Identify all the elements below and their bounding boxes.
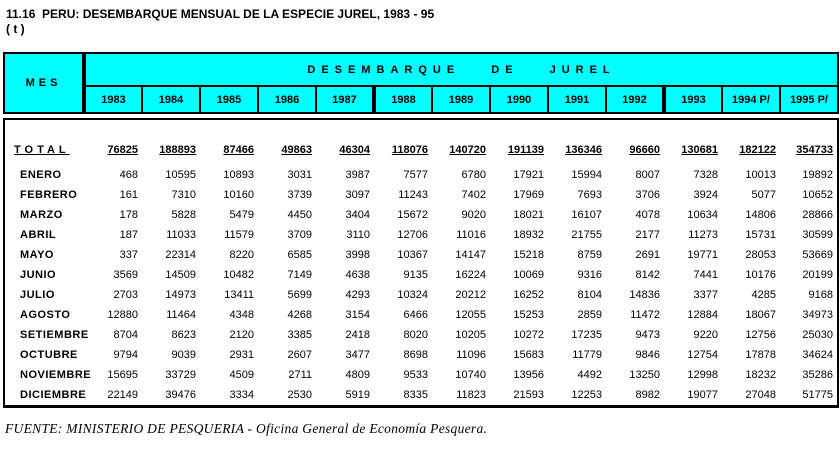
month-value: 34624 bbox=[802, 349, 833, 361]
month-value: 17878 bbox=[745, 349, 776, 361]
month-value: 3987 bbox=[345, 169, 370, 181]
month-value: 5479 bbox=[229, 209, 254, 221]
total-value: 188893 bbox=[159, 144, 196, 156]
month-value: 10069 bbox=[513, 269, 544, 281]
month-row-octubre bbox=[4, 345, 838, 365]
month-row-setiembre bbox=[4, 325, 838, 345]
month-value: 16224 bbox=[455, 269, 486, 281]
month-value: 4450 bbox=[287, 209, 312, 221]
month-value: 53669 bbox=[802, 249, 833, 261]
year-header-1983: 1983 bbox=[84, 86, 142, 113]
month-value: 2703 bbox=[113, 289, 138, 301]
total-label: TOTAL bbox=[14, 144, 70, 156]
month-label: NOVIEMBRE bbox=[20, 369, 92, 381]
month-value: 9220 bbox=[693, 329, 718, 341]
month-value: 9846 bbox=[635, 349, 660, 361]
month-row-junio bbox=[4, 265, 838, 285]
month-value: 468 bbox=[119, 169, 138, 181]
month-value: 2931 bbox=[229, 349, 254, 361]
month-value: 12706 bbox=[397, 229, 428, 241]
year-header-1994-P/: 1994 P/ bbox=[722, 86, 780, 113]
month-label: OCTUBRE bbox=[20, 349, 78, 361]
month-value: 4293 bbox=[345, 289, 370, 301]
total-value: 49863 bbox=[281, 144, 312, 156]
total-value: 354733 bbox=[796, 144, 833, 156]
month-value: 2418 bbox=[345, 329, 370, 341]
month-value: 2691 bbox=[635, 249, 660, 261]
year-header-1985: 1985 bbox=[200, 86, 258, 113]
month-value: 15218 bbox=[513, 249, 544, 261]
month-value: 17969 bbox=[513, 189, 544, 201]
month-value: 8335 bbox=[403, 389, 428, 401]
month-value: 14147 bbox=[455, 249, 486, 261]
month-value: 3334 bbox=[229, 389, 254, 401]
month-value: 7402 bbox=[461, 189, 486, 201]
month-value: 3097 bbox=[345, 189, 370, 201]
total-value: 182122 bbox=[739, 144, 776, 156]
month-row-diciembre bbox=[4, 385, 838, 407]
month-value: 2530 bbox=[287, 389, 312, 401]
year-header-1993: 1993 bbox=[664, 86, 722, 113]
month-value: 161 bbox=[119, 189, 138, 201]
month-value: 10740 bbox=[455, 369, 486, 381]
month-label: ENERO bbox=[20, 169, 62, 181]
total-value: 76825 bbox=[107, 144, 138, 156]
month-value: 10893 bbox=[223, 169, 254, 181]
month-value: 9316 bbox=[577, 269, 602, 281]
group-header: DESEMBARQUE DE JUREL bbox=[84, 53, 838, 86]
month-value: 8982 bbox=[635, 389, 660, 401]
month-value: 11016 bbox=[456, 229, 486, 241]
month-value: 13250 bbox=[629, 369, 660, 381]
month-value: 16252 bbox=[513, 289, 544, 301]
month-value: 21755 bbox=[571, 229, 602, 241]
month-value: 2711 bbox=[288, 369, 312, 381]
table-body bbox=[3, 118, 839, 408]
month-value: 7693 bbox=[577, 189, 602, 201]
year-header-1992: 1992 bbox=[606, 86, 664, 113]
month-value: 19077 bbox=[687, 389, 718, 401]
month-value: 11243 bbox=[398, 189, 428, 201]
month-value: 3998 bbox=[345, 249, 370, 261]
month-value: 14509 bbox=[165, 269, 196, 281]
month-value: 3154 bbox=[345, 309, 370, 321]
unit-label: ( t ) bbox=[6, 22, 25, 36]
month-value: 34973 bbox=[802, 309, 833, 321]
month-value: 2607 bbox=[287, 349, 312, 361]
month-value: 18232 bbox=[745, 369, 776, 381]
month-value: 12253 bbox=[571, 389, 602, 401]
month-label: AGOSTO bbox=[20, 309, 71, 321]
year-header-1995-P/: 1995 P/ bbox=[780, 86, 838, 113]
month-value: 7310 bbox=[171, 189, 196, 201]
month-value: 9168 bbox=[808, 289, 833, 301]
month-value: 11033 bbox=[166, 229, 196, 241]
month-value: 6466 bbox=[403, 309, 428, 321]
month-value: 10367 bbox=[397, 249, 428, 261]
month-value: 4348 bbox=[229, 309, 254, 321]
month-value: 12884 bbox=[687, 309, 718, 321]
month-value: 5699 bbox=[287, 289, 312, 301]
month-value: 17235 bbox=[571, 329, 602, 341]
total-value: 191139 bbox=[507, 144, 544, 156]
month-value: 15672 bbox=[397, 209, 428, 221]
month-value: 2120 bbox=[229, 329, 254, 341]
month-row-mayo bbox=[4, 245, 838, 265]
month-value: 39476 bbox=[165, 389, 196, 401]
month-value: 20199 bbox=[802, 269, 833, 281]
month-row-abril bbox=[4, 225, 838, 245]
month-value: 2177 bbox=[635, 229, 660, 241]
month-value: 18021 bbox=[513, 209, 544, 221]
month-value: 3110 bbox=[346, 229, 370, 241]
total-value: 130681 bbox=[681, 144, 718, 156]
month-value: 178 bbox=[119, 209, 138, 221]
total-value: 87466 bbox=[223, 144, 254, 156]
month-value: 15253 bbox=[513, 309, 544, 321]
total-value: 46304 bbox=[339, 144, 370, 156]
year-header-row bbox=[4, 86, 838, 113]
year-header-1984: 1984 bbox=[142, 86, 200, 113]
month-value: 12754 bbox=[687, 349, 718, 361]
month-value: 21593 bbox=[513, 389, 544, 401]
month-value: 3031 bbox=[287, 169, 312, 181]
month-value: 7149 bbox=[287, 269, 312, 281]
month-value: 3739 bbox=[287, 189, 312, 201]
month-value: 7328 bbox=[693, 169, 718, 181]
month-value: 15994 bbox=[571, 169, 602, 181]
month-value: 4509 bbox=[229, 369, 254, 381]
month-value: 9039 bbox=[171, 349, 196, 361]
month-label: JULIO bbox=[20, 289, 55, 301]
month-value: 15695 bbox=[107, 369, 138, 381]
total-value: 118076 bbox=[391, 144, 428, 156]
month-value: 187 bbox=[119, 229, 138, 241]
month-value: 5828 bbox=[171, 209, 196, 221]
month-value: 9794 bbox=[113, 349, 138, 361]
month-value: 11823 bbox=[456, 389, 486, 401]
month-value: 10013 bbox=[745, 169, 776, 181]
total-value: 96660 bbox=[629, 144, 660, 156]
month-value: 12880 bbox=[107, 309, 138, 321]
statistical-table-page bbox=[0, 7, 840, 461]
month-value: 2859 bbox=[577, 309, 602, 321]
month-value: 10324 bbox=[397, 289, 428, 301]
month-value: 3706 bbox=[635, 189, 660, 201]
total-row bbox=[4, 119, 838, 165]
month-value: 11579 bbox=[224, 229, 254, 241]
month-value: 5077 bbox=[751, 189, 776, 201]
month-value: 11779 bbox=[572, 349, 602, 361]
month-value: 3924 bbox=[693, 189, 718, 201]
month-value: 27048 bbox=[745, 389, 776, 401]
year-header-1986: 1986 bbox=[258, 86, 316, 113]
month-value: 7577 bbox=[403, 169, 428, 181]
month-value: 4809 bbox=[345, 369, 370, 381]
month-value: 10205 bbox=[455, 329, 486, 341]
month-value: 10160 bbox=[223, 189, 254, 201]
month-value: 10634 bbox=[687, 209, 718, 221]
month-value: 3569 bbox=[113, 269, 138, 281]
month-value: 11464 bbox=[166, 309, 196, 321]
month-value: 11472 bbox=[630, 309, 660, 321]
month-value: 6585 bbox=[287, 249, 312, 261]
year-header-1990: 1990 bbox=[490, 86, 548, 113]
year-header-1987: 1987 bbox=[316, 86, 374, 113]
month-value: 10272 bbox=[513, 329, 544, 341]
total-value: 136346 bbox=[565, 144, 602, 156]
month-value: 3709 bbox=[287, 229, 312, 241]
month-value: 5919 bbox=[345, 389, 370, 401]
year-header-1991: 1991 bbox=[548, 86, 606, 113]
month-label: MARZO bbox=[20, 209, 63, 221]
month-value: 4078 bbox=[635, 209, 660, 221]
month-value: 35286 bbox=[802, 369, 833, 381]
month-value: 10595 bbox=[165, 169, 196, 181]
month-label: JUNIO bbox=[20, 269, 57, 281]
month-value: 30599 bbox=[802, 229, 833, 241]
month-value: 4285 bbox=[751, 289, 776, 301]
month-row-agosto bbox=[4, 305, 838, 325]
month-value: 10652 bbox=[802, 189, 833, 201]
month-value: 20212 bbox=[455, 289, 486, 301]
month-value: 12998 bbox=[687, 369, 718, 381]
month-value: 19892 bbox=[802, 169, 833, 181]
month-value: 8698 bbox=[403, 349, 428, 361]
month-value: 3385 bbox=[287, 329, 312, 341]
table-header bbox=[3, 52, 839, 114]
month-value: 8142 bbox=[635, 269, 660, 281]
month-value: 6780 bbox=[461, 169, 486, 181]
month-value: 33729 bbox=[165, 369, 196, 381]
month-value: 3477 bbox=[345, 349, 370, 361]
month-value: 17921 bbox=[513, 169, 544, 181]
month-row-marzo bbox=[4, 205, 838, 225]
month-value: 8759 bbox=[577, 249, 602, 261]
month-value: 10482 bbox=[223, 269, 254, 281]
month-label: ABRIL bbox=[20, 229, 57, 241]
month-value: 18067 bbox=[745, 309, 776, 321]
month-value: 12055 bbox=[455, 309, 486, 321]
month-value: 4638 bbox=[345, 269, 370, 281]
month-value: 10176 bbox=[745, 269, 776, 281]
month-row-enero bbox=[4, 165, 838, 185]
month-value: 14973 bbox=[165, 289, 196, 301]
month-label: DICIEMBRE bbox=[20, 389, 87, 401]
month-value: 13411 bbox=[224, 289, 254, 301]
month-value: 3404 bbox=[345, 209, 370, 221]
month-value: 28866 bbox=[802, 209, 833, 221]
month-value: 14836 bbox=[629, 289, 660, 301]
month-value: 8220 bbox=[229, 249, 254, 261]
month-label: MAYO bbox=[20, 249, 54, 261]
month-value: 18932 bbox=[513, 229, 544, 241]
month-value: 337 bbox=[119, 249, 138, 261]
month-value: 3377 bbox=[693, 289, 718, 301]
month-value: 9473 bbox=[635, 329, 660, 341]
month-value: 13956 bbox=[513, 369, 544, 381]
year-header-1988: 1988 bbox=[374, 86, 432, 113]
month-value: 8020 bbox=[403, 329, 428, 341]
month-value: 15683 bbox=[513, 349, 544, 361]
month-value: 28053 bbox=[745, 249, 776, 261]
month-value: 9533 bbox=[403, 369, 428, 381]
month-value: 19771 bbox=[687, 249, 718, 261]
month-label: FEBRERO bbox=[20, 189, 78, 201]
month-value: 25030 bbox=[802, 329, 833, 341]
month-value: 22149 bbox=[107, 389, 138, 401]
title-block bbox=[6, 7, 840, 37]
month-value: 8704 bbox=[113, 329, 138, 341]
month-row-julio bbox=[4, 285, 838, 305]
month-value: 11096 bbox=[456, 349, 486, 361]
month-value: 9135 bbox=[403, 269, 428, 281]
month-value: 4268 bbox=[287, 309, 312, 321]
total-value: 140720 bbox=[449, 144, 486, 156]
month-value: 8623 bbox=[171, 329, 196, 341]
month-value: 8104 bbox=[577, 289, 602, 301]
month-label: SETIEMBRE bbox=[20, 329, 89, 341]
year-header-1989: 1989 bbox=[432, 86, 490, 113]
group-header-row bbox=[4, 53, 838, 86]
month-value: 16107 bbox=[571, 209, 602, 221]
month-value: 12756 bbox=[745, 329, 776, 341]
month-value: 8007 bbox=[635, 169, 660, 181]
source-note: FUENTE: MINISTERIO DE PESQUERIA - Oficina General de Economía Pesquera. bbox=[5, 421, 488, 436]
mes-column-header: MES bbox=[4, 53, 84, 113]
month-value: 7441 bbox=[693, 269, 718, 281]
month-value: 22314 bbox=[165, 249, 196, 261]
month-value: 9020 bbox=[461, 209, 486, 221]
page-title: 11.16 PERU: DESEMBARQUE MENSUAL DE LA ESPECIE JUREL, 1983 - 95 bbox=[6, 7, 435, 21]
month-value: 51775 bbox=[802, 389, 833, 401]
month-row-noviembre bbox=[4, 365, 838, 385]
month-value: 4492 bbox=[577, 369, 602, 381]
month-value: 14806 bbox=[745, 209, 776, 221]
month-value: 11273 bbox=[688, 229, 718, 241]
month-value: 15731 bbox=[745, 229, 776, 241]
month-row-febrero bbox=[4, 185, 838, 205]
